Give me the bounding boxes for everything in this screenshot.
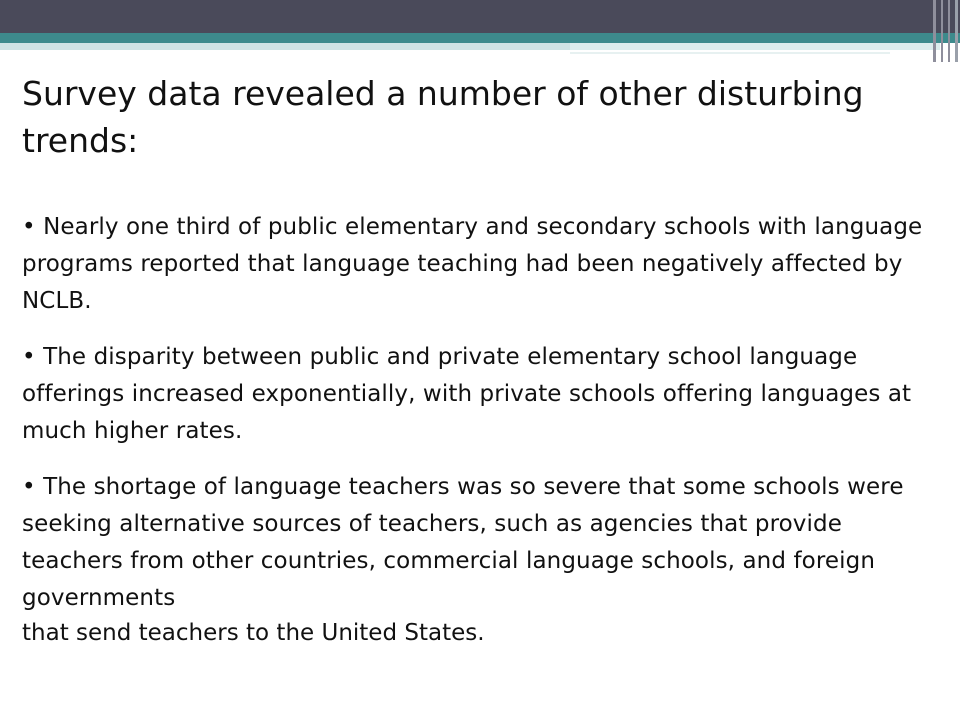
bullet-item: • Nearly one third of public elementary and secondary schools with language programs reported that language teaching had been negatively affected by NCLB. bbox=[22, 214, 923, 314]
header-vertical-rule bbox=[933, 0, 936, 62]
header-light-strip-right bbox=[570, 43, 940, 50]
header-vertical-rule bbox=[955, 0, 958, 62]
header-vertical-rule bbox=[941, 0, 943, 62]
header-bar bbox=[0, 0, 960, 33]
bullet-item: • The shortage of language teachers was so severe that some schools were seeking alternative sources of teachers, such as agencies that provide teachers from other countries, commercial language schools, and foreign governments bbox=[22, 474, 904, 611]
header-accent-band bbox=[0, 33, 960, 43]
header-vertical-rule bbox=[948, 0, 950, 62]
header-thin-line bbox=[570, 52, 890, 54]
bullet-item: • The disparity between public and private elementary school language offerings increased exponentially, with private schools offering languages at much higher rates. bbox=[22, 344, 912, 444]
header-light-strip-left bbox=[0, 43, 570, 50]
slide-title: Survey data revealed a number of other disturbing trends: bbox=[22, 74, 864, 160]
bullet-list bbox=[22, 209, 937, 652]
bullet-continuation: that send teachers to the United States. bbox=[22, 620, 485, 646]
